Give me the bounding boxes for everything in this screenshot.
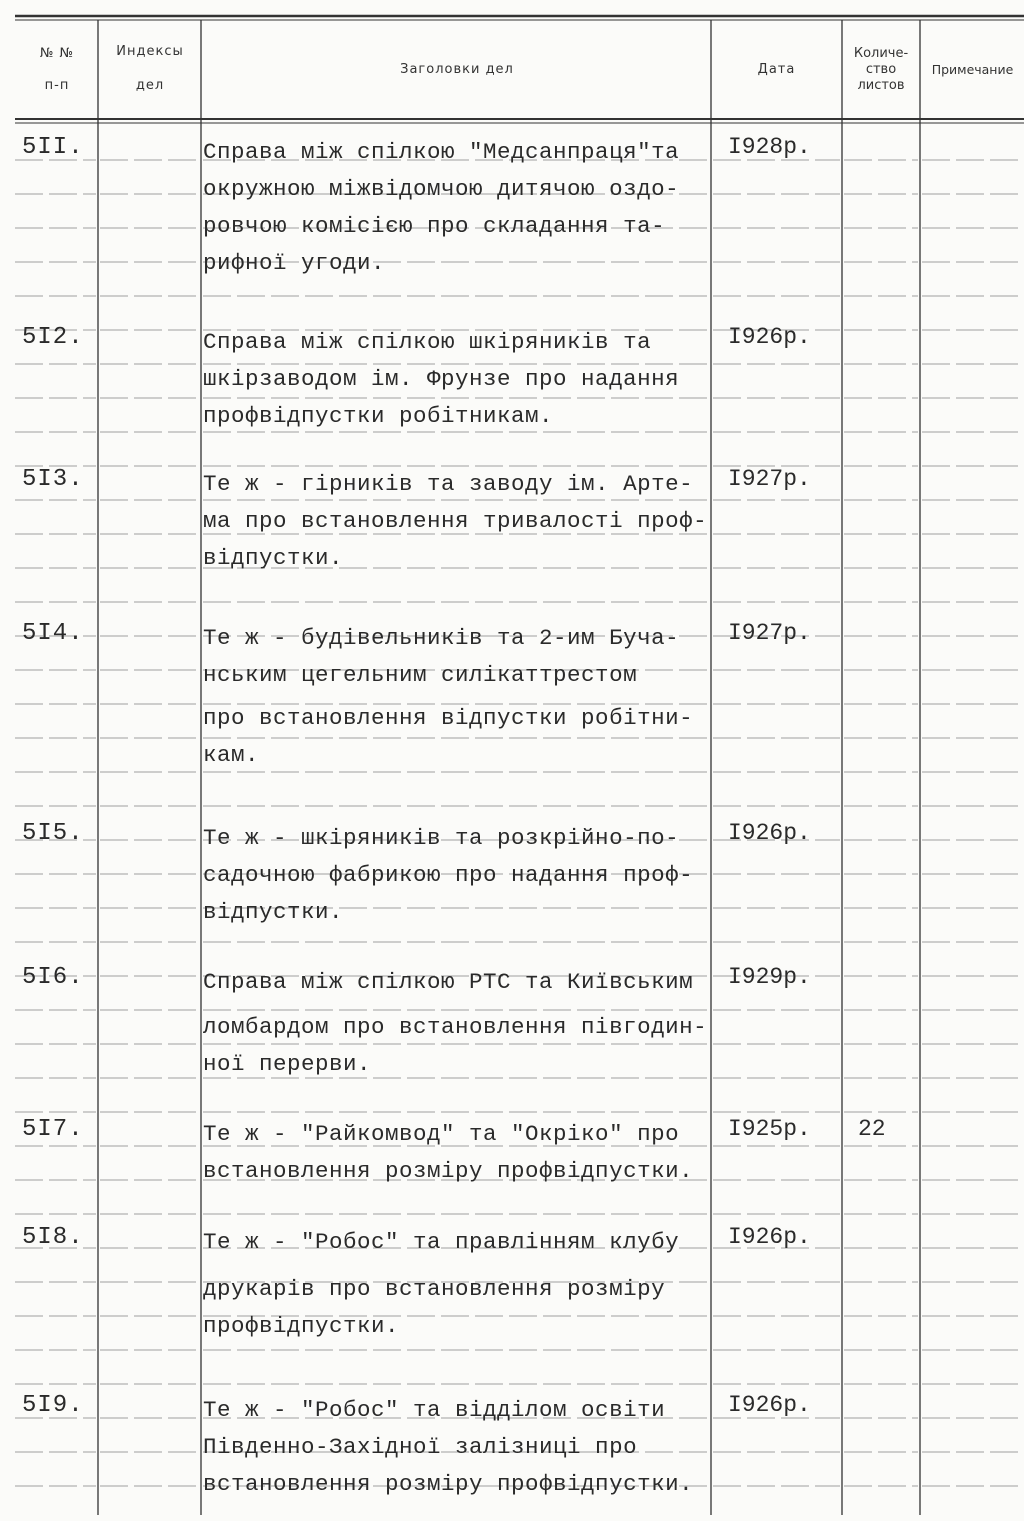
row-title-line: шкірзаводом ім. Фрунзе про надання xyxy=(203,366,680,392)
row-title-line: ма про встановлення тривалості проф- xyxy=(203,508,708,534)
row-title-line: профвідпустки. xyxy=(203,1313,400,1339)
row-title-line: ної перерви. xyxy=(203,1051,372,1077)
row-title-line: Справа між спілкою шкіряників та xyxy=(203,329,652,355)
row-number: 5I6. xyxy=(22,964,84,991)
row-title xyxy=(203,134,718,282)
header-number xyxy=(22,46,92,94)
row-title-line: профвідпустки робітникам. xyxy=(203,403,554,429)
header-date: Дата xyxy=(757,62,796,77)
row-title-line: про встановлення відпустки робітни- xyxy=(203,705,694,731)
header-sheets xyxy=(842,46,920,94)
row-number: 5I9. xyxy=(22,1392,84,1419)
row-title-line: Справа між спілкою РТС та Київським xyxy=(203,969,694,995)
row-title-line: окружною міжвідомчою дитячою оздо- xyxy=(203,176,680,202)
row-title-line: ровчою комісією про складання та- xyxy=(203,213,666,239)
row-number: 5I7. xyxy=(22,1116,84,1143)
header-sheets-line3: листов xyxy=(857,78,905,93)
row-title-line: Те ж - будівельників та 2-им Буча- xyxy=(203,625,680,651)
row-title-line: Те ж - гірників та заводу ім. Арте- xyxy=(203,471,694,497)
header-number-line1: № № xyxy=(39,46,75,61)
row-title-line: відпустки. xyxy=(203,899,344,925)
header-index-line2: дел xyxy=(135,78,165,93)
row-title-line: ломбардом про встановлення півгодин- xyxy=(203,1014,708,1040)
row-number: 5I4. xyxy=(22,620,84,647)
row-title xyxy=(203,324,718,435)
header-sheets-line1: Количе- xyxy=(853,46,909,61)
header-index-line1: Индексы xyxy=(116,44,184,59)
row-title-line: Те ж - "Робос" та відділом освіти xyxy=(203,1397,666,1423)
row-date: I926р. xyxy=(728,1224,811,1250)
row-title-line: відпустки. xyxy=(203,545,344,571)
row-title-line: нським цегельним силікаттрестом xyxy=(203,662,638,688)
row-date: I926р. xyxy=(728,324,811,350)
row-number: 5I3. xyxy=(22,466,84,493)
row-title xyxy=(203,820,718,931)
row-title-line: садочною фабрикою про надання проф- xyxy=(203,862,694,888)
row-title xyxy=(203,466,718,577)
header-number-line2: п-п xyxy=(44,78,70,93)
row-title-line: встановлення розміру профвідпустки. xyxy=(203,1158,694,1184)
row-number: 5I2. xyxy=(22,324,84,351)
row-title xyxy=(203,1116,718,1190)
header-index xyxy=(100,44,200,94)
row-sheets: 22 xyxy=(858,1116,886,1142)
row-date: I927р. xyxy=(728,466,811,492)
row-title-line: Справа між спілкою "Медсанпраця"та xyxy=(203,139,680,165)
row-title-line: друкарів про встановлення розміру xyxy=(203,1276,666,1302)
row-title-line: Південно-Західної залізниці про xyxy=(203,1434,638,1460)
row-date: I927р. xyxy=(728,620,811,646)
row-title xyxy=(203,620,718,774)
row-title-line: Те ж - шкіряників та розкрійно-по- xyxy=(203,825,680,851)
row-date: I926р. xyxy=(728,1392,811,1418)
row-title xyxy=(203,964,718,1083)
row-title xyxy=(203,1224,718,1345)
row-date: I925р. xyxy=(728,1116,811,1142)
header-notes: Примечание xyxy=(931,62,1014,77)
row-title-line: кам. xyxy=(203,742,260,768)
row-date: I928р. xyxy=(728,134,811,160)
header-title: Заголовки дел xyxy=(400,62,514,77)
header-sheets-line2: ство xyxy=(865,62,897,77)
row-number: 5II. xyxy=(22,134,84,161)
row-title-line: рифної угоди. xyxy=(203,250,386,276)
row-title xyxy=(203,1392,718,1503)
row-number: 5I5. xyxy=(22,820,84,847)
row-number: 5I8. xyxy=(22,1224,84,1251)
row-title-line: встановлення розміру профвідпустки. xyxy=(203,1471,694,1497)
row-date: I929р. xyxy=(728,964,811,990)
row-date: I926р. xyxy=(728,820,811,846)
row-title-line: Те ж - "Райкомвод" та "Окріко" про xyxy=(203,1121,680,1147)
row-title-line: Те ж - "Робос" та правлінням клубу xyxy=(203,1229,680,1255)
